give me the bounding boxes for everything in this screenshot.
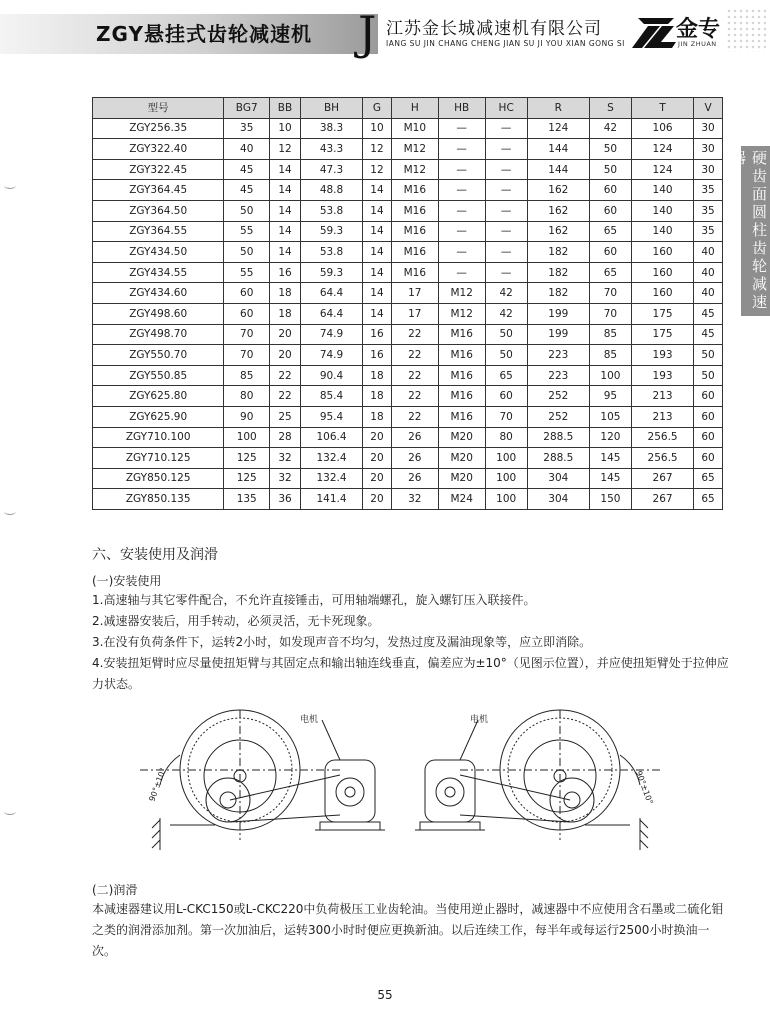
value-cell: — <box>485 180 527 201</box>
value-cell: 50 <box>485 345 527 366</box>
table-row <box>93 324 723 345</box>
column-header: HC <box>485 98 527 119</box>
value-cell: 162 <box>527 200 589 221</box>
value-cell: 124 <box>631 159 693 180</box>
column-header: 型号 <box>93 98 224 119</box>
value-cell: 53.8 <box>300 200 362 221</box>
table-row <box>93 200 723 221</box>
value-cell: 18 <box>363 365 392 386</box>
value-cell: 256.5 <box>631 427 693 448</box>
value-cell: 42 <box>485 303 527 324</box>
value-cell: 25 <box>270 406 301 427</box>
right-installation-figure <box>415 710 660 850</box>
value-cell: 55 <box>224 221 270 242</box>
value-cell: 16 <box>363 324 392 345</box>
value-cell: 45 <box>224 180 270 201</box>
lube-text: 本减速器建议用L-CKC150或L-CKC220中负荷极压工业齿轮油。当使用逆止器时，减速器中不应使用含石墨或二硫化钼之类的润滑添加剂。第一次加油后，运转300小时时便应更换新油。以后连续工作，每半年或每运行2500小时换油一次。 <box>92 902 724 958</box>
model-cell: ZGY550.70 <box>93 345 224 366</box>
column-header: BG7 <box>224 98 270 119</box>
value-cell: 85 <box>589 345 631 366</box>
value-cell: 182 <box>527 242 589 263</box>
value-cell: 60 <box>694 406 723 427</box>
value-cell: 14 <box>363 221 392 242</box>
value-cell: 135 <box>224 489 270 510</box>
value-cell: 43.3 <box>300 139 362 160</box>
value-cell: M10 <box>391 118 438 139</box>
value-cell: 140 <box>631 200 693 221</box>
value-cell: 162 <box>527 221 589 242</box>
table-row <box>93 283 723 304</box>
value-cell: 100 <box>485 448 527 469</box>
margin-mark <box>4 182 16 189</box>
column-header: H <box>391 98 438 119</box>
side-tab: 硬齿面圆柱齿轮减速器 <box>741 146 770 316</box>
value-cell: 125 <box>224 448 270 469</box>
value-cell: 140 <box>631 221 693 242</box>
value-cell: — <box>438 242 485 263</box>
page-title: ZGY悬挂式齿轮减速机 <box>96 22 312 46</box>
value-cell: 50 <box>589 159 631 180</box>
value-cell: 65 <box>694 468 723 489</box>
table-row <box>93 448 723 469</box>
column-header: BH <box>300 98 362 119</box>
value-cell: 60 <box>589 180 631 201</box>
value-cell: 50 <box>224 242 270 263</box>
column-header: G <box>363 98 392 119</box>
value-cell: 32 <box>391 489 438 510</box>
value-cell: 60 <box>694 386 723 407</box>
value-cell: — <box>485 262 527 283</box>
value-cell: 14 <box>270 159 301 180</box>
value-cell: 22 <box>270 386 301 407</box>
model-cell: ZGY625.80 <box>93 386 224 407</box>
value-cell: M16 <box>438 406 485 427</box>
motor-label-right: 电机 <box>470 715 489 725</box>
table-row <box>93 242 723 263</box>
margin-mark <box>4 808 16 815</box>
value-cell: 60 <box>694 448 723 469</box>
value-cell: 14 <box>270 200 301 221</box>
model-cell: ZGY850.125 <box>93 468 224 489</box>
value-cell: 65 <box>694 489 723 510</box>
table-row <box>93 303 723 324</box>
page-number: 55 <box>377 988 393 1002</box>
value-cell: 20 <box>363 427 392 448</box>
column-header: HB <box>438 98 485 119</box>
value-cell: 20 <box>363 489 392 510</box>
value-cell: 22 <box>391 386 438 407</box>
value-cell: — <box>485 200 527 221</box>
value-cell: 10 <box>363 118 392 139</box>
value-cell: 26 <box>391 427 438 448</box>
value-cell: 65 <box>485 365 527 386</box>
value-cell: M16 <box>438 324 485 345</box>
value-cell: 304 <box>527 468 589 489</box>
value-cell: 106 <box>631 118 693 139</box>
value-cell: 90 <box>224 406 270 427</box>
table-row <box>93 262 723 283</box>
value-cell: — <box>438 262 485 283</box>
value-cell: 145 <box>589 448 631 469</box>
value-cell: M16 <box>391 180 438 201</box>
motor-label-left: 电机 <box>300 715 319 725</box>
value-cell: — <box>438 180 485 201</box>
table-row <box>93 159 723 180</box>
value-cell: 22 <box>391 365 438 386</box>
table-row <box>93 427 723 448</box>
value-cell: 80 <box>485 427 527 448</box>
decorative-dots <box>726 8 766 52</box>
section-title: 六、安装使用及润滑 <box>92 547 218 563</box>
value-cell: 30 <box>694 159 723 180</box>
value-cell: 60 <box>694 427 723 448</box>
value-cell: 252 <box>527 386 589 407</box>
angle-label-right: 90°±10° <box>634 769 655 806</box>
model-cell: ZGY256.35 <box>93 118 224 139</box>
value-cell: 95 <box>589 386 631 407</box>
install-list <box>92 590 732 695</box>
value-cell: 144 <box>527 139 589 160</box>
value-cell: 132.4 <box>300 468 362 489</box>
value-cell: 213 <box>631 386 693 407</box>
value-cell: 267 <box>631 468 693 489</box>
value-cell: 12 <box>363 159 392 180</box>
value-cell: M20 <box>438 427 485 448</box>
value-cell: 16 <box>363 345 392 366</box>
value-cell: 85.4 <box>300 386 362 407</box>
value-cell: 12 <box>363 139 392 160</box>
value-cell: M20 <box>438 448 485 469</box>
value-cell: 28 <box>270 427 301 448</box>
value-cell: — <box>438 139 485 160</box>
value-cell: 160 <box>631 242 693 263</box>
install-subtitle: (一)安装使用 <box>92 574 162 588</box>
value-cell: 95.4 <box>300 406 362 427</box>
value-cell: 14 <box>270 180 301 201</box>
value-cell: 65 <box>589 221 631 242</box>
value-cell: 32 <box>270 468 301 489</box>
value-cell: 70 <box>224 345 270 366</box>
value-cell: 100 <box>485 468 527 489</box>
value-cell: 42 <box>485 283 527 304</box>
value-cell: 35 <box>694 180 723 201</box>
value-cell: 50 <box>589 139 631 160</box>
value-cell: 47.3 <box>300 159 362 180</box>
install-item: 4.安装扭矩臂时应尽量使扭矩臂与其固定点和输出轴连线垂直，偏差应为±10°（见图示位置），并应使扭矩臂处于拉伸应力状态。 <box>92 656 729 691</box>
company-name-pinyin: IANG SU JIN CHANG CHENG JIAN SU JI YOU XIAN GONG SI <box>386 39 625 48</box>
value-cell: 160 <box>631 262 693 283</box>
value-cell: — <box>485 221 527 242</box>
table-row <box>93 118 723 139</box>
value-cell: 100 <box>485 489 527 510</box>
value-cell: 53.8 <box>300 242 362 263</box>
value-cell: 132.4 <box>300 448 362 469</box>
model-cell: ZGY850.135 <box>93 489 224 510</box>
table-row <box>93 180 723 201</box>
model-cell: ZGY364.55 <box>93 221 224 242</box>
column-header: R <box>527 98 589 119</box>
lube-subtitle: (二)润滑 <box>92 883 138 897</box>
value-cell: M16 <box>391 200 438 221</box>
value-cell: M16 <box>391 242 438 263</box>
model-cell: ZGY322.45 <box>93 159 224 180</box>
value-cell: 60 <box>589 200 631 221</box>
value-cell: 59.3 <box>300 262 362 283</box>
value-cell: 22 <box>270 365 301 386</box>
value-cell: 64.4 <box>300 283 362 304</box>
value-cell: — <box>438 118 485 139</box>
value-cell: 70 <box>589 283 631 304</box>
table-row <box>93 345 723 366</box>
value-cell: 74.9 <box>300 324 362 345</box>
model-cell: ZGY710.100 <box>93 427 224 448</box>
model-cell: ZGY364.50 <box>93 200 224 221</box>
angle-label-left: 90°±10° <box>147 766 168 803</box>
value-cell: 120 <box>589 427 631 448</box>
value-cell: 20 <box>270 324 301 345</box>
column-header: V <box>694 98 723 119</box>
value-cell: 45 <box>694 303 723 324</box>
value-cell: 14 <box>363 200 392 221</box>
value-cell: 26 <box>391 468 438 489</box>
value-cell: 85 <box>589 324 631 345</box>
value-cell: 60 <box>224 303 270 324</box>
value-cell: 175 <box>631 303 693 324</box>
value-cell: 14 <box>363 283 392 304</box>
value-cell: 182 <box>527 283 589 304</box>
value-cell: 17 <box>391 283 438 304</box>
model-cell: ZGY364.45 <box>93 180 224 201</box>
value-cell: 30 <box>694 139 723 160</box>
value-cell: — <box>438 221 485 242</box>
model-cell: ZGY434.55 <box>93 262 224 283</box>
value-cell: 100 <box>224 427 270 448</box>
install-item: 1.高速轴与其它零件配合，不允许直接锤击，可用轴端螺孔，旋入螺钉压入联接件。 <box>92 593 536 607</box>
value-cell: 50 <box>485 324 527 345</box>
company-initial: J <box>358 6 377 60</box>
value-cell: 90.4 <box>300 365 362 386</box>
value-cell: 267 <box>631 489 693 510</box>
torque-arm-diagram <box>140 710 660 870</box>
table-row <box>93 489 723 510</box>
value-cell: 20 <box>270 345 301 366</box>
table-row <box>93 468 723 489</box>
value-cell: 48.8 <box>300 180 362 201</box>
column-header: BB <box>270 98 301 119</box>
value-cell: 18 <box>270 283 301 304</box>
value-cell: 22 <box>391 345 438 366</box>
value-cell: 18 <box>363 386 392 407</box>
spec-table <box>92 97 723 510</box>
value-cell: 35 <box>694 221 723 242</box>
value-cell: 162 <box>527 180 589 201</box>
value-cell: M16 <box>391 221 438 242</box>
value-cell: 288.5 <box>527 448 589 469</box>
value-cell: M12 <box>438 283 485 304</box>
value-cell: 60 <box>224 283 270 304</box>
value-cell: M24 <box>438 489 485 510</box>
value-cell: 199 <box>527 324 589 345</box>
value-cell: 125 <box>224 468 270 489</box>
value-cell: 40 <box>694 242 723 263</box>
table-row <box>93 406 723 427</box>
value-cell: M16 <box>438 345 485 366</box>
value-cell: 40 <box>224 139 270 160</box>
value-cell: 36 <box>270 489 301 510</box>
value-cell: 223 <box>527 365 589 386</box>
value-cell: 18 <box>363 406 392 427</box>
value-cell: — <box>485 159 527 180</box>
value-cell: 32 <box>270 448 301 469</box>
value-cell: 256.5 <box>631 448 693 469</box>
model-cell: ZGY625.90 <box>93 406 224 427</box>
model-cell: ZGY434.50 <box>93 242 224 263</box>
value-cell: 252 <box>527 406 589 427</box>
value-cell: — <box>485 139 527 160</box>
brand-name-pinyin: JIN ZHUAN <box>678 40 717 48</box>
value-cell: 105 <box>589 406 631 427</box>
value-cell: 12 <box>270 139 301 160</box>
install-item: 2.减速器安装后，用手转动，必须灵活，无卡死现象。 <box>92 614 380 628</box>
value-cell: 175 <box>631 324 693 345</box>
value-cell: 14 <box>363 242 392 263</box>
value-cell: 26 <box>391 448 438 469</box>
value-cell: 141.4 <box>300 489 362 510</box>
value-cell: 14 <box>270 221 301 242</box>
company-name: 江苏金长城减速机有限公司 <box>386 19 602 39</box>
value-cell: 35 <box>694 200 723 221</box>
column-header: S <box>589 98 631 119</box>
value-cell: M16 <box>438 386 485 407</box>
table-row <box>93 365 723 386</box>
value-cell: 14 <box>270 242 301 263</box>
table-row <box>93 386 723 407</box>
value-cell: 60 <box>485 386 527 407</box>
model-cell: ZGY498.70 <box>93 324 224 345</box>
value-cell: 106.4 <box>300 427 362 448</box>
value-cell: 40 <box>694 262 723 283</box>
value-cell: 65 <box>589 262 631 283</box>
value-cell: — <box>438 200 485 221</box>
value-cell: — <box>485 242 527 263</box>
value-cell: 30 <box>694 118 723 139</box>
value-cell: M16 <box>438 365 485 386</box>
brand-logo-icon <box>634 12 678 52</box>
table-row <box>93 221 723 242</box>
value-cell: 160 <box>631 283 693 304</box>
value-cell: 59.3 <box>300 221 362 242</box>
value-cell: — <box>438 159 485 180</box>
left-installation-figure <box>140 710 385 850</box>
value-cell: 20 <box>363 468 392 489</box>
value-cell: 17 <box>391 303 438 324</box>
value-cell: 10 <box>270 118 301 139</box>
value-cell: 20 <box>363 448 392 469</box>
value-cell: 50 <box>694 345 723 366</box>
value-cell: M20 <box>438 468 485 489</box>
value-cell: 182 <box>527 262 589 283</box>
value-cell: 288.5 <box>527 427 589 448</box>
value-cell: 193 <box>631 365 693 386</box>
value-cell: 193 <box>631 345 693 366</box>
value-cell: 70 <box>485 406 527 427</box>
value-cell: M16 <box>391 262 438 283</box>
model-cell: ZGY498.60 <box>93 303 224 324</box>
value-cell: 14 <box>363 262 392 283</box>
value-cell: 45 <box>694 324 723 345</box>
value-cell: 50 <box>694 365 723 386</box>
value-cell: 74.9 <box>300 345 362 366</box>
model-cell: ZGY550.85 <box>93 365 224 386</box>
value-cell: 140 <box>631 180 693 201</box>
value-cell: 223 <box>527 345 589 366</box>
value-cell: 124 <box>527 118 589 139</box>
value-cell: 22 <box>391 406 438 427</box>
value-cell: 42 <box>589 118 631 139</box>
value-cell: 145 <box>589 468 631 489</box>
value-cell: 124 <box>631 139 693 160</box>
value-cell: 14 <box>363 303 392 324</box>
value-cell: 64.4 <box>300 303 362 324</box>
value-cell: 40 <box>694 283 723 304</box>
value-cell: 55 <box>224 262 270 283</box>
value-cell: 45 <box>224 159 270 180</box>
value-cell: 22 <box>391 324 438 345</box>
value-cell: 85 <box>224 365 270 386</box>
install-item: 3.在没有负荷条件下，运转2小时，如发现声音不均匀，发热过度及漏油现象等，应立即消除。 <box>92 635 592 649</box>
value-cell: 50 <box>224 200 270 221</box>
model-cell: ZGY322.40 <box>93 139 224 160</box>
value-cell: 80 <box>224 386 270 407</box>
value-cell: M12 <box>391 159 438 180</box>
value-cell: 35 <box>224 118 270 139</box>
value-cell: 100 <box>589 365 631 386</box>
value-cell: 304 <box>527 489 589 510</box>
value-cell: 213 <box>631 406 693 427</box>
value-cell: — <box>485 118 527 139</box>
margin-mark <box>4 508 16 515</box>
value-cell: 16 <box>270 262 301 283</box>
model-cell: ZGY710.125 <box>93 448 224 469</box>
value-cell: 38.3 <box>300 118 362 139</box>
brand-name: 金专 <box>676 17 721 42</box>
column-header: T <box>631 98 693 119</box>
value-cell: M12 <box>391 139 438 160</box>
value-cell: 70 <box>589 303 631 324</box>
value-cell: 14 <box>363 180 392 201</box>
value-cell: 60 <box>589 242 631 263</box>
table-header-row <box>93 98 723 119</box>
value-cell: M12 <box>438 303 485 324</box>
value-cell: 18 <box>270 303 301 324</box>
table-body <box>93 118 723 509</box>
table-row <box>93 139 723 160</box>
model-cell: ZGY434.60 <box>93 283 224 304</box>
value-cell: 199 <box>527 303 589 324</box>
value-cell: 150 <box>589 489 631 510</box>
value-cell: 144 <box>527 159 589 180</box>
value-cell: 70 <box>224 324 270 345</box>
